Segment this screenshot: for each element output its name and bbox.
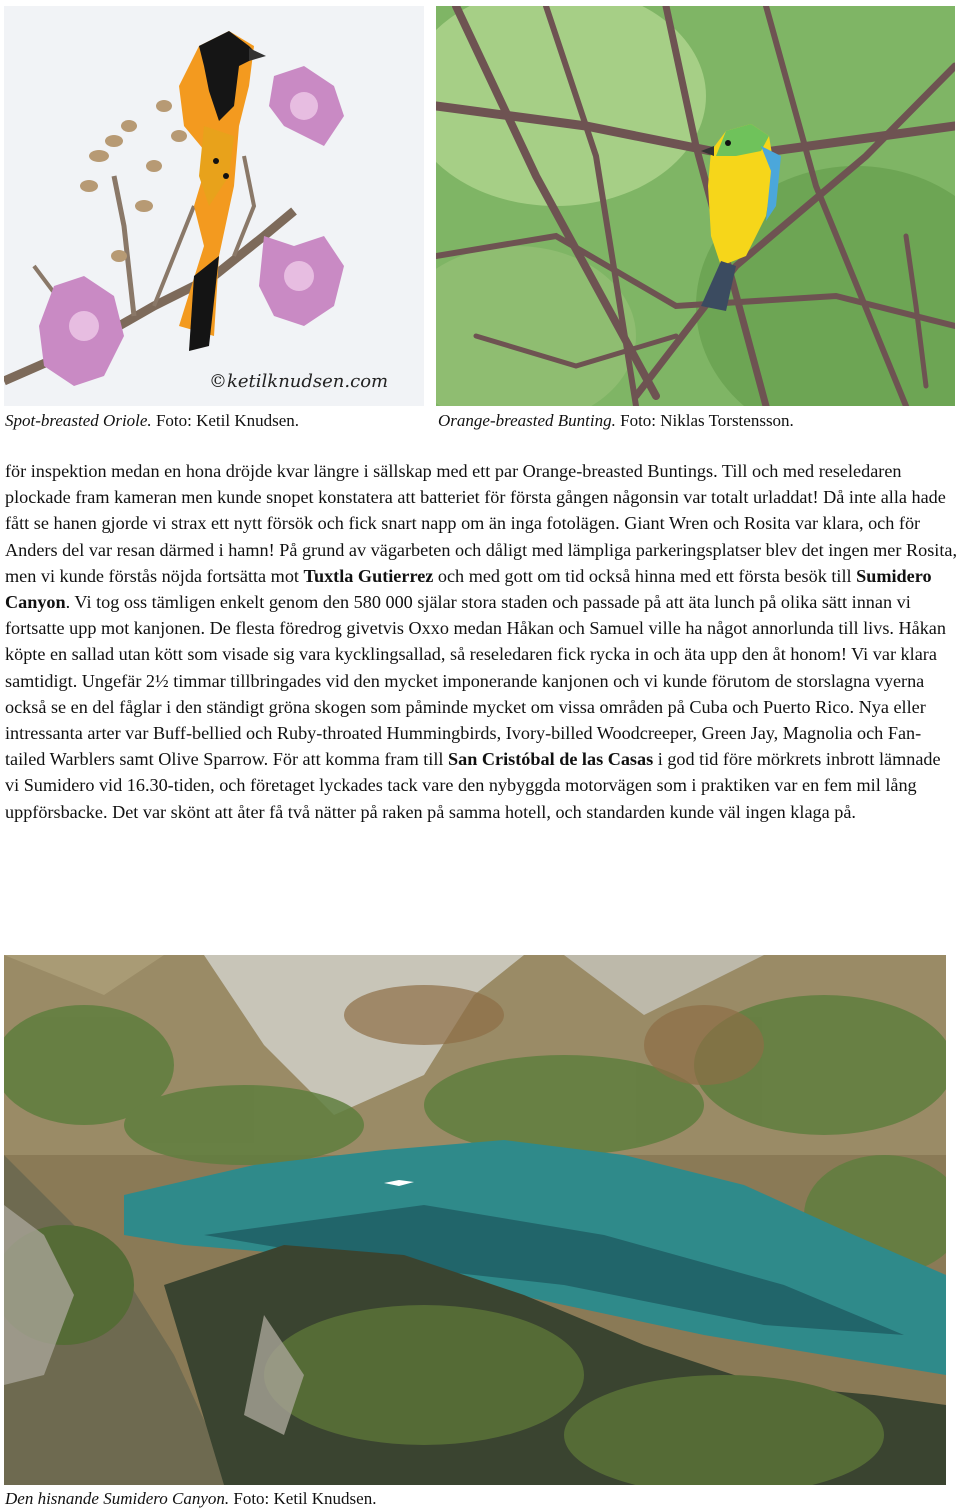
photo-watermark: ©ketilknudsen.com (209, 371, 389, 392)
oriole-caption-credit: Foto: Ketil Knudsen. (151, 411, 300, 430)
oriole-photo (4, 6, 424, 406)
oriole-caption (5, 411, 299, 431)
article-text-1: för inspektion medan en hona dröjde kvar längre i sällskap med ett par Orange-breasted Buntings. Till och med reseledaren plockade fram kameran men kunde snopet konstatera att batteriet för första gången någonsin var totalt urladdat! Då inte alla hade fått se hanen gjorde vi strax ett nytt försök och fick snart napp om än inga fotolägen. Giant Wren och Rosita var klara, och för Anders del var resan därmed i hamn! På grund av vägarbeten och dåligt med lämpliga parkeringsplatser blev det ingen mer Rosita, men vi kunde förstås nöjda fortsätta mot (5, 461, 958, 586)
bunting-caption-species: Orange-breasted Bunting. (438, 411, 616, 430)
canyon-caption-credit: Foto: Ketil Knudsen. (229, 1489, 377, 1508)
place-tuxtla-gutierrez: Tuxtla Gutierrez (303, 565, 434, 586)
place-san-cristobal: San Cristóbal de las Casas (448, 749, 654, 770)
article-text-2: och med gott om tid också hinna med ett första besök till (433, 565, 857, 586)
article-text-3: . Vi tog oss tämligen enkelt genom den 580 000 själar stora staden och passade på att äta lunch på olika sätt innan vi fortsatte upp mot kanjonen. De flesta föredrog givetvis Oxxo medan Håkan och Samuel ville ha något annorlunda till livs. Håkan köpte en sallad utan kött som visade sig vara kycklingsallad, så reseledaren fick rycka in och äta upp den åt honom! Vi var klara samtidigt. Ungefär 2½ timmar tillbringades vid den mycket imponerande kanjonen och vi kunde förutom de storslagna vyerna också se en del fåglar i den ständigt gröna skogen som påminde mycket om vissa områden på Cuba och Puerto Rico. Nya eller intressanta arter var Buff-bellied och Ruby-throated Hummingbirds, Ivory-billed Woodcreeper, Green Jay, Magnolia och Fan-tailed Warblers samt Olive Sparrow. För att komma fram till (5, 592, 946, 770)
bunting-photo (436, 6, 955, 406)
place-sumidero-canyon: Sumidero Canyon (5, 565, 932, 613)
canyon-photo (4, 955, 946, 1485)
canyon-caption (5, 1489, 376, 1509)
bunting-caption (438, 411, 794, 431)
oriole-caption-species: Spot-breasted Oriole. (5, 411, 152, 430)
bunting-caption-credit: Foto: Niklas Torstensson. (615, 411, 794, 430)
canyon-caption-species: Den hisnande Sumidero Canyon. (5, 1489, 230, 1508)
article-text-4: i god tid före mörkrets inbrott lämnade vi Sumidero vid 16.30-tiden, och företaget lyckades tack vare den nybyggda motorvägen som i praktiken var en fem mil lång uppförsbacke. Det var skönt att åter få två nätter på raken på samma hotell, och standarden kunde väl ingen klaga på. (5, 749, 941, 822)
article-body (5, 458, 957, 825)
